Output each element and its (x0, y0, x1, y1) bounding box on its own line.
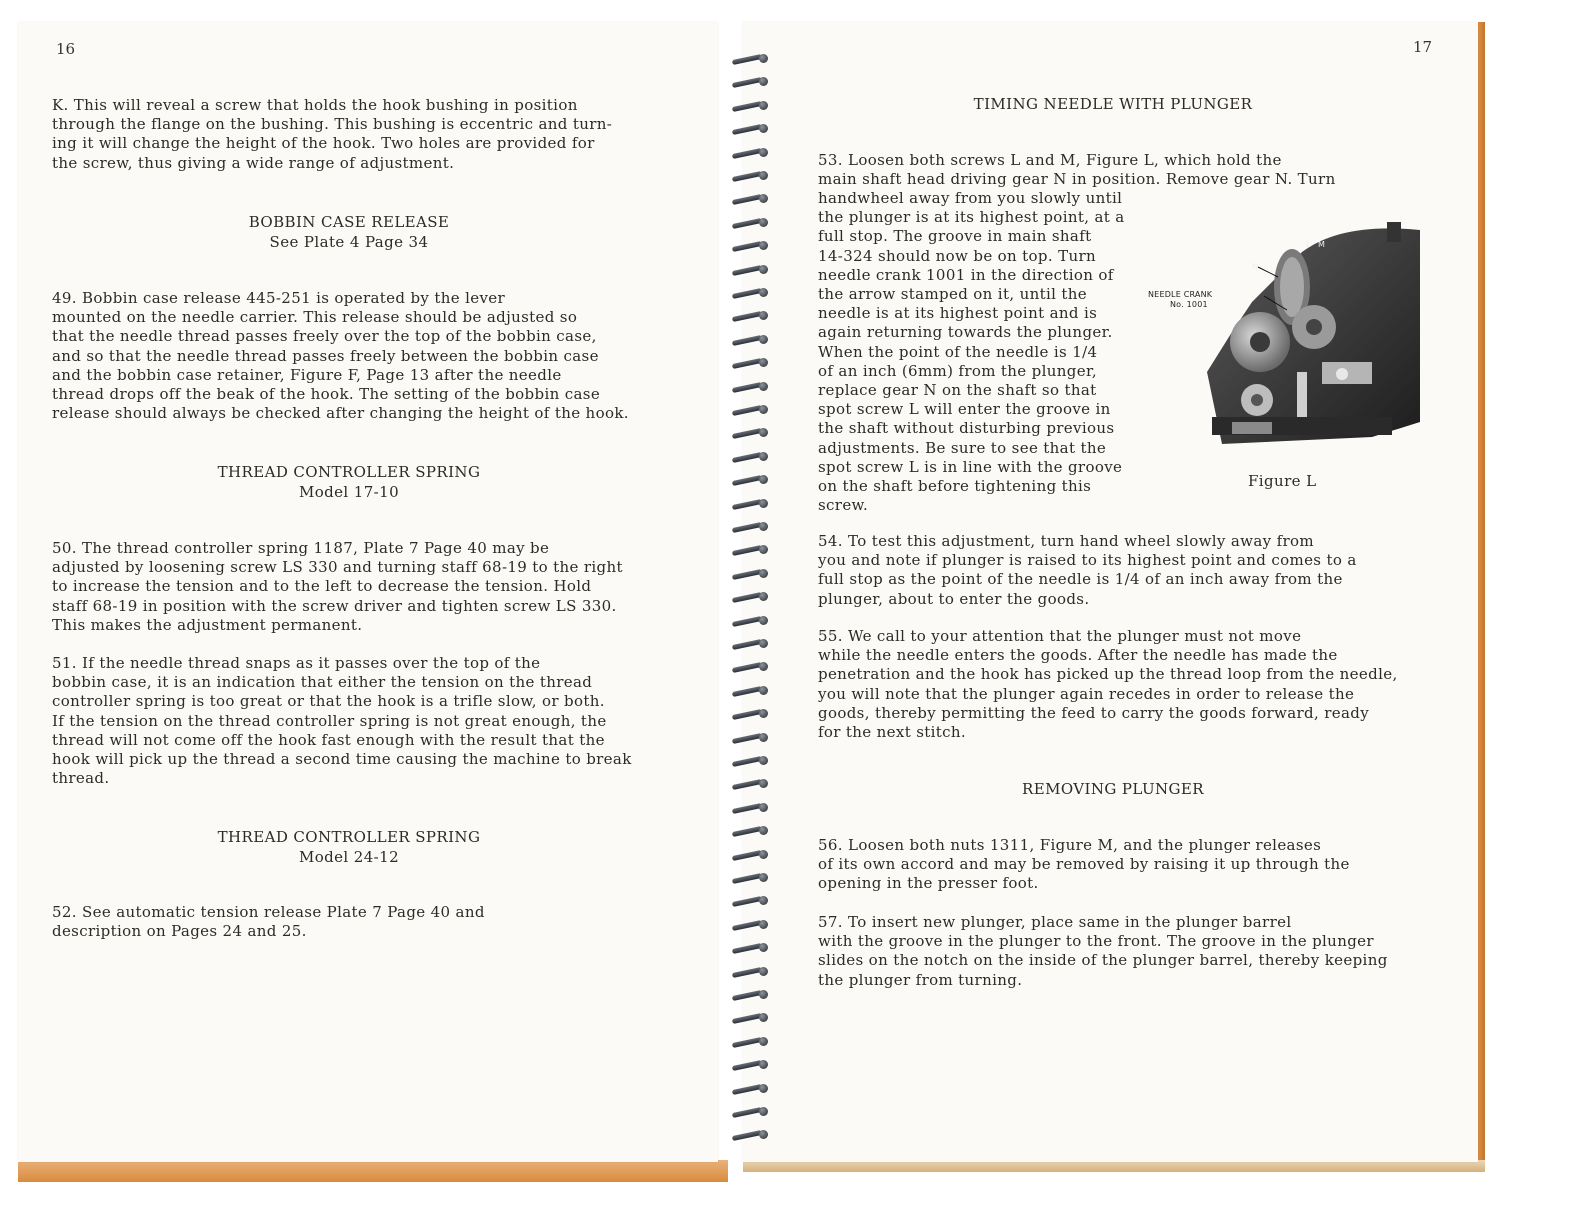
paragraph-50: 50. The thread controller spring 1187, Plate 7 Page 40 may be adjusted by loosening screw LS 330 and turning staff 68-19 to the right to increase the tension and to the left to decrease the tension. Hold staff 68-19 in position with the screw driver and tighten screw LS 330. This makes the adjustment permanent. (52, 539, 623, 634)
coil-end (759, 452, 768, 461)
coil-wire (732, 709, 762, 720)
coil-wire (732, 241, 762, 252)
coil-end (759, 545, 768, 554)
figure-l-caption: Figure L (1248, 472, 1317, 490)
spiral-coil (726, 850, 774, 860)
spiral-coil (726, 382, 774, 392)
coil-end (759, 662, 768, 671)
spiral-coil (726, 803, 774, 813)
spiral-coil (726, 148, 774, 158)
coil-end (759, 592, 768, 601)
coil-end (759, 265, 768, 274)
spiral-coil (726, 756, 774, 766)
spiral-coil (726, 241, 774, 251)
coil-wire (732, 1084, 762, 1095)
heading-timing-needle (763, 94, 1463, 114)
coil-end (759, 124, 768, 133)
coil-wire (732, 850, 762, 861)
coil-end (759, 499, 768, 508)
spiral-coil (726, 733, 774, 743)
heading-bobbin-case-release (18, 212, 680, 252)
spiral-coil (726, 1037, 774, 1047)
coil-end (759, 405, 768, 414)
coil-wire (732, 452, 762, 463)
coil-wire (732, 148, 762, 159)
coil-wire (732, 779, 762, 790)
coil-end (759, 54, 768, 63)
coil-end (759, 943, 768, 952)
coil-wire (732, 522, 762, 533)
coil-end (759, 358, 768, 367)
spiral-binding (726, 54, 786, 1164)
coil-wire (732, 77, 762, 88)
coil-wire (732, 967, 762, 978)
paragraph-52: 52. See automatic tension release Plate 7 Page 40 and description on Pages 24 and 25. (52, 903, 485, 941)
spiral-coil (726, 943, 774, 953)
paragraph-55: 55. We call to your attention that the plunger must not move while the needle enters the goods. After the needle has made the penetration and the hook has picked up the thread loop from the needle, you will note that the plunger again recedes in order to release the goods, thereby permitting the feed to carry the goods forward, ready for the next stitch. (818, 627, 1398, 742)
coil-end (759, 475, 768, 484)
coil-wire (732, 545, 762, 556)
coil-end (759, 218, 768, 227)
coil-wire (732, 405, 762, 416)
paragraph-53-top: 53. Loosen both screws L and M, Figure L, which hold the main shaft head driving gear N in position. Remove gear N. Turn (818, 151, 1336, 189)
spiral-coil (726, 218, 774, 228)
coil-wire (732, 686, 762, 697)
coil-end (759, 709, 768, 718)
spiral-coil (726, 967, 774, 977)
paragraph-51: 51. If the needle thread snaps as it passes over the top of the bobbin case, it is an indication that either the tension on the thread controller spring is too great or that the hook is a trifle slow, or both. If the tension on the thread controller spring is not great enough, the thread will not come off the hook fast enough with the result that the hook will pick up the thread a second time causing the machine to break thread. (52, 654, 632, 788)
spiral-coil (726, 639, 774, 649)
coil-wire (732, 358, 762, 369)
heading-thread-controller-spring-24-12 (18, 827, 680, 867)
callout-m: M (1318, 240, 1326, 249)
coil-wire (732, 1107, 762, 1118)
page-number-left: 16 (56, 40, 76, 58)
spiral-coil (726, 920, 774, 930)
coil-end (759, 241, 768, 250)
coil-wire (732, 1130, 762, 1141)
coil-end (759, 311, 768, 320)
coil-end (759, 896, 768, 905)
coil-wire (732, 101, 762, 112)
coil-wire (732, 311, 762, 322)
heading-title: REMOVING PLUNGER (1022, 780, 1204, 798)
coil-end (759, 967, 768, 976)
coil-end (759, 335, 768, 344)
spiral-coil (726, 873, 774, 883)
coil-wire (732, 592, 762, 603)
spiral-coil (726, 662, 774, 672)
spiral-coil (726, 545, 774, 555)
spiral-coil (726, 54, 774, 64)
spiral-coil (726, 616, 774, 626)
left-page-edge (18, 1160, 728, 1182)
coil-wire (732, 896, 762, 907)
coil-wire (732, 920, 762, 931)
paragraph-53-wrap: handwheel away from you slowly until the plunger is at its highest point, at a full stop. The groove in main shaft 14-324 should now be on top. Turn needle crank 1001 in the direction of the arrow stamped on it, until the needle is at its highest point and is again returning towards the plunger. When the point of the needle is 1/4 of an inch (6mm) from the plunger, replace gear N on the shaft so that spot screw L will enter the groove in the shaft without disturbing previous adjustments. Be sure to see that the spot screw L is in line with the groove on the shaft before tightening this screw. (818, 189, 1125, 515)
callout-n: N (1252, 262, 1259, 271)
figure-l-machine-photo (1148, 222, 1420, 444)
coil-wire (732, 171, 762, 182)
coil-wire (732, 475, 762, 486)
callout-needle-crank: NEEDLE CRANK (1148, 290, 1213, 299)
spiral-coil (726, 428, 774, 438)
coil-wire (732, 756, 762, 767)
spiral-coil (726, 171, 774, 181)
machine-head-illustration (1192, 222, 1420, 444)
coil-end (759, 101, 768, 110)
spiral-coil (726, 124, 774, 134)
paragraph-49: 49. Bobbin case release 445-251 is operated by the lever mounted on the needle carrier. This release should be adjusted so that the needle thread passes freely over the top of the bobbin case, and so that the needle thread passes freely between the bobbin case and the bobbin case retainer, Figure F, Page 13 after the needle thread drops off the beak of the hook. The setting of the bobbin case release should always be checked after changing the height of the hook. (52, 289, 629, 423)
coil-end (759, 428, 768, 437)
coil-end (759, 686, 768, 695)
heading-title: BOBBIN CASE RELEASE (248, 213, 450, 231)
coil-wire (732, 218, 762, 229)
left-page (18, 22, 718, 1162)
coil-end (759, 616, 768, 625)
coil-end (759, 639, 768, 648)
spiral-coil (726, 194, 774, 204)
paragraph-57: 57. To insert new plunger, place same in the plunger barrel with the groove in the plunger to the front. The groove in the plunger slides on the notch on the inside of the plunger barrel, thereby keeping the plunger from turning. (818, 913, 1388, 989)
callout-needle-crank-number: No. 1001 (1170, 300, 1208, 309)
spiral-coil (726, 592, 774, 602)
coil-wire (732, 569, 762, 580)
coil-end (759, 826, 768, 835)
heading-removing-plunger (763, 779, 1463, 799)
coil-end (759, 1060, 768, 1069)
spiral-coil (726, 1084, 774, 1094)
coil-wire (732, 1060, 762, 1071)
coil-wire (732, 943, 762, 954)
coil-end (759, 733, 768, 742)
coil-wire (732, 1013, 762, 1024)
spiral-coil (726, 990, 774, 1000)
coil-end (759, 148, 768, 157)
spiral-coil (726, 288, 774, 298)
coil-wire (732, 124, 762, 135)
coil-wire (732, 54, 762, 65)
coil-wire (732, 826, 762, 837)
coil-wire (732, 803, 762, 814)
coil-wire (732, 662, 762, 673)
spiral-coil (726, 475, 774, 485)
spiral-coil (726, 358, 774, 368)
coil-end (759, 1107, 768, 1116)
coil-wire (732, 499, 762, 510)
spiral-coil (726, 779, 774, 789)
spiral-coil (726, 686, 774, 696)
coil-wire (732, 194, 762, 205)
coil-end (759, 1037, 768, 1046)
coil-end (759, 171, 768, 180)
spiral-coil (726, 311, 774, 321)
coil-wire (732, 428, 762, 439)
heading-title: THREAD CONTROLLER SPRING (217, 828, 481, 846)
heading-subtitle: See Plate 4 Page 34 (269, 233, 429, 251)
spiral-coil (726, 405, 774, 415)
callout-l: L (1306, 240, 1311, 249)
coil-end (759, 288, 768, 297)
spiral-coil (726, 1013, 774, 1023)
coil-end (759, 1084, 768, 1093)
coil-end (759, 522, 768, 531)
coil-end (759, 873, 768, 882)
coil-wire (732, 990, 762, 1001)
spiral-coil (726, 569, 774, 579)
heading-title: THREAD CONTROLLER SPRING (217, 463, 481, 481)
coil-end (759, 194, 768, 203)
book-spread (18, 22, 1498, 1202)
spiral-coil (726, 709, 774, 719)
heading-thread-controller-spring-17-10 (18, 462, 680, 502)
coil-end (759, 779, 768, 788)
coil-wire (732, 1037, 762, 1048)
spiral-coil (726, 896, 774, 906)
coil-end (759, 850, 768, 859)
coil-wire (732, 639, 762, 650)
coil-end (759, 77, 768, 86)
spiral-coil (726, 826, 774, 836)
spiral-coil (726, 1060, 774, 1070)
spiral-coil (726, 335, 774, 345)
coil-wire (732, 616, 762, 627)
coil-end (759, 803, 768, 812)
coil-wire (732, 382, 762, 393)
coil-wire (732, 335, 762, 346)
page-number-right: 17 (1413, 38, 1433, 56)
coil-end (759, 756, 768, 765)
coil-wire (732, 873, 762, 884)
coil-end (759, 1013, 768, 1022)
paragraph-54: 54. To test this adjustment, turn hand wheel slowly away from you and note if plunger is raised to its highest point and comes to a full stop as the point of the needle is 1/4 of an inch away from the plunger, about to enter the goods. (818, 532, 1357, 608)
right-page (743, 22, 1478, 1162)
paragraph-56: 56. Loosen both nuts 1311, Figure M, and the plunger releases of its own accord and may be removed by raising it up through the opening in the presser foot. (818, 836, 1350, 893)
spiral-coil (726, 1130, 774, 1140)
heading-subtitle: Model 17-10 (298, 483, 400, 501)
spiral-coil (726, 499, 774, 509)
spiral-coil (726, 77, 774, 87)
heading-title: TIMING NEEDLE WITH PLUNGER (973, 95, 1253, 113)
spiral-coil (726, 101, 774, 111)
spiral-coil (726, 452, 774, 462)
spiral-coil (726, 522, 774, 532)
coil-wire (732, 265, 762, 276)
paragraph-k: K. This will reveal a screw that holds the hook bushing in position through the flange on the bushing. This bushing is eccentric and turn- ing it will change the height of the hook. Two holes are provided for the screw, thus giving a wide range of adjustment. (52, 96, 613, 172)
coil-end (759, 382, 768, 391)
coil-wire (732, 733, 762, 744)
spiral-coil (726, 1107, 774, 1117)
heading-subtitle: Model 24-12 (298, 848, 400, 866)
coil-end (759, 990, 768, 999)
coil-end (759, 569, 768, 578)
spiral-coil (726, 265, 774, 275)
coil-end (759, 1130, 768, 1139)
coil-wire (732, 288, 762, 299)
coil-end (759, 920, 768, 929)
